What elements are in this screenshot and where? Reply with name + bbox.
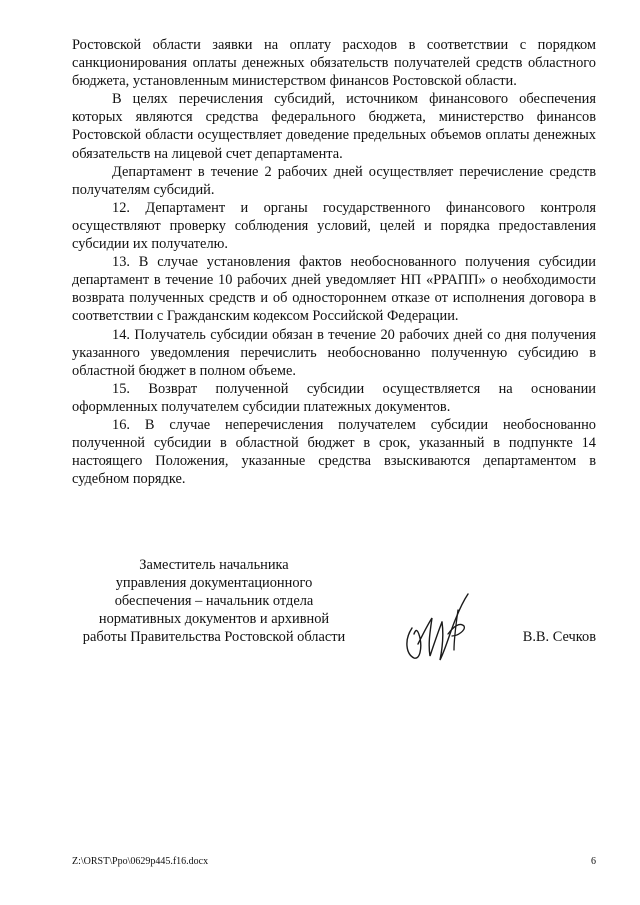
paragraph-item-14: 14. Получатель субсидии обязан в течение 20 рабочих дней со дня получения указанного уведомления перечислить необоснованно полученную субсидию в областной бюджет в полном объеме.: [72, 326, 596, 379]
paragraph-transfer: Департамент в течение 2 рабочих дней осуществляет перечисление средств получателям субсидий.: [72, 163, 596, 198]
signatory-title-line: обеспечения – начальник отдела: [114, 593, 314, 610]
paragraph-item-12: 12. Департамент и органы государственного финансового контроля осуществляют проверку соблюдения условий, целей и порядка предоставления субсидии их получателю.: [72, 199, 596, 253]
paragraph-item-16: 16. В случае неперечисления получателем субсидии необоснованно полученной субсидии в областной бюджет в срок, указанный в подпункте 14 настоящего Положения, указанные средства взыскиваются департаментом в судебном порядке.: [72, 416, 596, 488]
handwritten-signature: [398, 588, 478, 664]
signatory-title-line: работы Правительства Ростовской области: [82, 629, 346, 646]
signer-name: В.В. Сечков: [522, 629, 596, 645]
signatory-title: [72, 556, 356, 646]
footer-file-path: Z:\ORST\Ppo\0629p445.f16.docx: [72, 856, 209, 867]
signatory-title-line: нормативных документов и архивной: [98, 611, 330, 628]
document-body: [72, 36, 596, 488]
signatory-title-line: управления документационного: [115, 575, 313, 592]
paragraph-continuation: Ростовской области заявки на оплату расходов в соответствии с порядком санкционирования оплаты денежных обязательств получателей средств областного бюджета, установленным министерством финансов Ростовской области.: [72, 37, 596, 90]
signatory-title-line: Заместитель начальника: [139, 557, 289, 573]
paragraph-federal-funds: В целях перечисления субсидий, источником финансового обеспечения которых являются средства федерального бюджета, министерство финансов Ростовской области осуществляет доведение предельных объемов оплаты денежных обязательств на лицевой счет департамента.: [72, 91, 596, 162]
paragraph-item-15: 15. Возврат полученной субсидии осуществляется на основании оформленных получателем субсидии платежных документов.: [72, 380, 596, 415]
paragraph-item-13: 13. В случае установления фактов необоснованного получения субсидии департамент в течение 10 рабочих дней уведомляет НП «РРАПП» о необходимости возврата полученных средств и об одностороннем отказе от исполнения договора в соответствии с Гражданским кодексом Российской Федерации.: [72, 254, 596, 325]
page-number: 6: [591, 856, 596, 867]
